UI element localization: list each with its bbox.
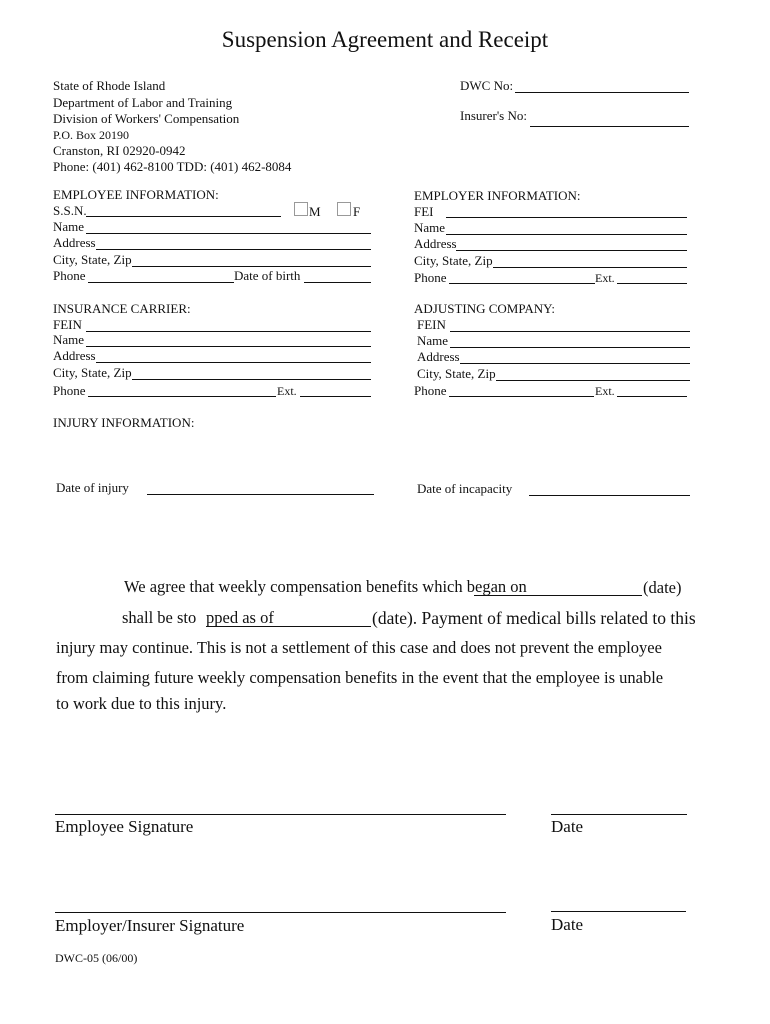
adjuster-heading: ADJUSTING COMPANY: <box>414 301 555 316</box>
employer-fei-label: FEI <box>414 204 434 219</box>
adjuster-address-field[interactable] <box>460 363 690 364</box>
employee-signature-line[interactable] <box>55 814 506 815</box>
agency-department: Department of Labor and Training <box>53 95 233 110</box>
employee-date-line[interactable] <box>551 814 687 815</box>
employer-phone-label: Phone <box>414 270 447 285</box>
agreement-line-1 <box>124 577 527 597</box>
agency-phone: Phone: (401) 462-8100 TDD: (401) 462-8084 <box>53 159 292 174</box>
employee-city-label: City, State, Zip <box>53 252 132 267</box>
employee-name-field[interactable] <box>86 233 371 234</box>
sex-f-label: F <box>353 204 361 219</box>
agreement-date-suffix-1: (date) <box>643 578 682 597</box>
employee-address-label: Address <box>53 235 96 250</box>
employer-signature-line[interactable] <box>55 912 506 913</box>
employer-address-label: Address <box>414 236 457 251</box>
began-on-date-field[interactable] <box>474 595 642 596</box>
employee-signature-label: Employee Signature <box>55 817 194 836</box>
agreement-line-5: to work due to this injury. <box>56 694 227 713</box>
form-code: DWC-05 (06/00) <box>55 951 138 965</box>
sex-m-checkbox[interactable] <box>294 202 308 216</box>
agreement-line-4: from claiming future weekly compensation benefits in the event that the employee is unable <box>56 668 664 687</box>
employee-phone-label: Phone <box>53 268 86 283</box>
carrier-phone-field[interactable] <box>88 396 276 397</box>
carrier-fein-field[interactable] <box>86 331 371 332</box>
employer-city-field[interactable] <box>493 267 687 268</box>
date-of-injury-label: Date of injury <box>56 480 129 495</box>
employer-name-label: Name <box>414 220 446 235</box>
adjuster-ext-label: Ext. <box>595 384 615 398</box>
adjuster-name-label: Name <box>417 333 449 348</box>
carrier-address-field[interactable] <box>96 362 371 363</box>
employer-ext-field[interactable] <box>617 283 687 284</box>
adjuster-ext-field[interactable] <box>617 396 687 397</box>
employer-name-field[interactable] <box>446 234 687 235</box>
employer-ext-label: Ext. <box>595 271 615 285</box>
carrier-heading: INSURANCE CARRIER: <box>53 301 191 316</box>
stopped-as-of-text: pped as of <box>206 608 274 627</box>
employer-address-field[interactable] <box>456 250 687 251</box>
adjuster-city-label: City, State, Zip <box>417 366 496 381</box>
adjuster-fein-field[interactable] <box>450 331 690 332</box>
insurer-no-field[interactable] <box>530 126 689 127</box>
insurer-no-label: Insurer's No: <box>460 108 527 123</box>
agency-division: Division of Workers' Compensation <box>53 111 240 126</box>
carrier-address-label: Address <box>53 348 96 363</box>
date-of-injury-field[interactable] <box>147 494 374 495</box>
adjuster-address-label: Address <box>417 349 460 364</box>
employer-city-label: City, State, Zip <box>414 253 493 268</box>
carrier-phone-label: Phone <box>53 383 86 398</box>
page-title: Suspension Agreement and Receipt <box>221 27 549 52</box>
employer-fei-field[interactable] <box>446 217 687 218</box>
employer-heading: EMPLOYER INFORMATION: <box>414 188 581 203</box>
began-on-text: began on <box>466 577 527 596</box>
employee-dob-field[interactable] <box>304 282 371 283</box>
sex-f-checkbox[interactable] <box>337 202 351 216</box>
agency-city: Cranston, RI 02920-0942 <box>53 143 186 158</box>
agency-state: State of Rhode Island <box>53 78 166 93</box>
carrier-ext-field[interactable] <box>300 396 371 397</box>
employee-address-field[interactable] <box>96 249 371 250</box>
employee-phone-field[interactable] <box>88 282 234 283</box>
carrier-name-label: Name <box>53 332 85 347</box>
carrier-name-field[interactable] <box>86 346 371 347</box>
date-of-incapacity-field[interactable] <box>529 495 690 496</box>
agency-po-box: P.O. Box 20190 <box>53 128 130 142</box>
employer-date-label: Date <box>551 915 584 934</box>
agreement-line-3: injury may continue. This is not a settlement of this case and does not prevent the employee <box>56 638 662 657</box>
employee-heading: EMPLOYEE INFORMATION: <box>53 187 219 202</box>
agreement-l2-suffix: (date). Payment of medical bills related to this <box>372 608 696 628</box>
employer-signature-label: Employer/Insurer Signature <box>55 916 245 935</box>
sex-m-label: M <box>309 204 321 219</box>
injury-heading: INJURY INFORMATION: <box>53 415 195 430</box>
adjuster-phone-field[interactable] <box>449 396 594 397</box>
employer-date-line[interactable] <box>551 911 686 912</box>
adjuster-city-field[interactable] <box>496 380 690 381</box>
dwc-no-label: DWC No: <box>460 78 514 93</box>
employer-phone-field[interactable] <box>449 283 595 284</box>
employee-city-field[interactable] <box>132 266 371 267</box>
date-of-incapacity-label: Date of incapacity <box>417 481 513 496</box>
agreement-l2-prefix: shall be sto <box>122 608 197 627</box>
adjuster-phone-label: Phone <box>414 383 447 398</box>
dwc-no-field[interactable] <box>515 92 689 93</box>
employee-dob-label: Date of birth <box>234 268 301 283</box>
stopped-as-of-date-field[interactable] <box>206 626 371 627</box>
carrier-fein-label: FEIN <box>53 317 82 332</box>
employee-name-label: Name <box>53 219 85 234</box>
employee-ssn-label: S.S.N. <box>53 203 87 218</box>
carrier-ext-label: Ext. <box>277 384 297 398</box>
agreement-l1-text: We agree that weekly compensation benefits which <box>124 577 467 596</box>
carrier-city-label: City, State, Zip <box>53 365 132 380</box>
employee-ssn-field[interactable] <box>86 216 281 217</box>
adjuster-fein-label: FEIN <box>417 317 446 332</box>
adjuster-name-field[interactable] <box>450 347 690 348</box>
employee-date-label: Date <box>551 817 584 836</box>
carrier-city-field[interactable] <box>132 379 371 380</box>
